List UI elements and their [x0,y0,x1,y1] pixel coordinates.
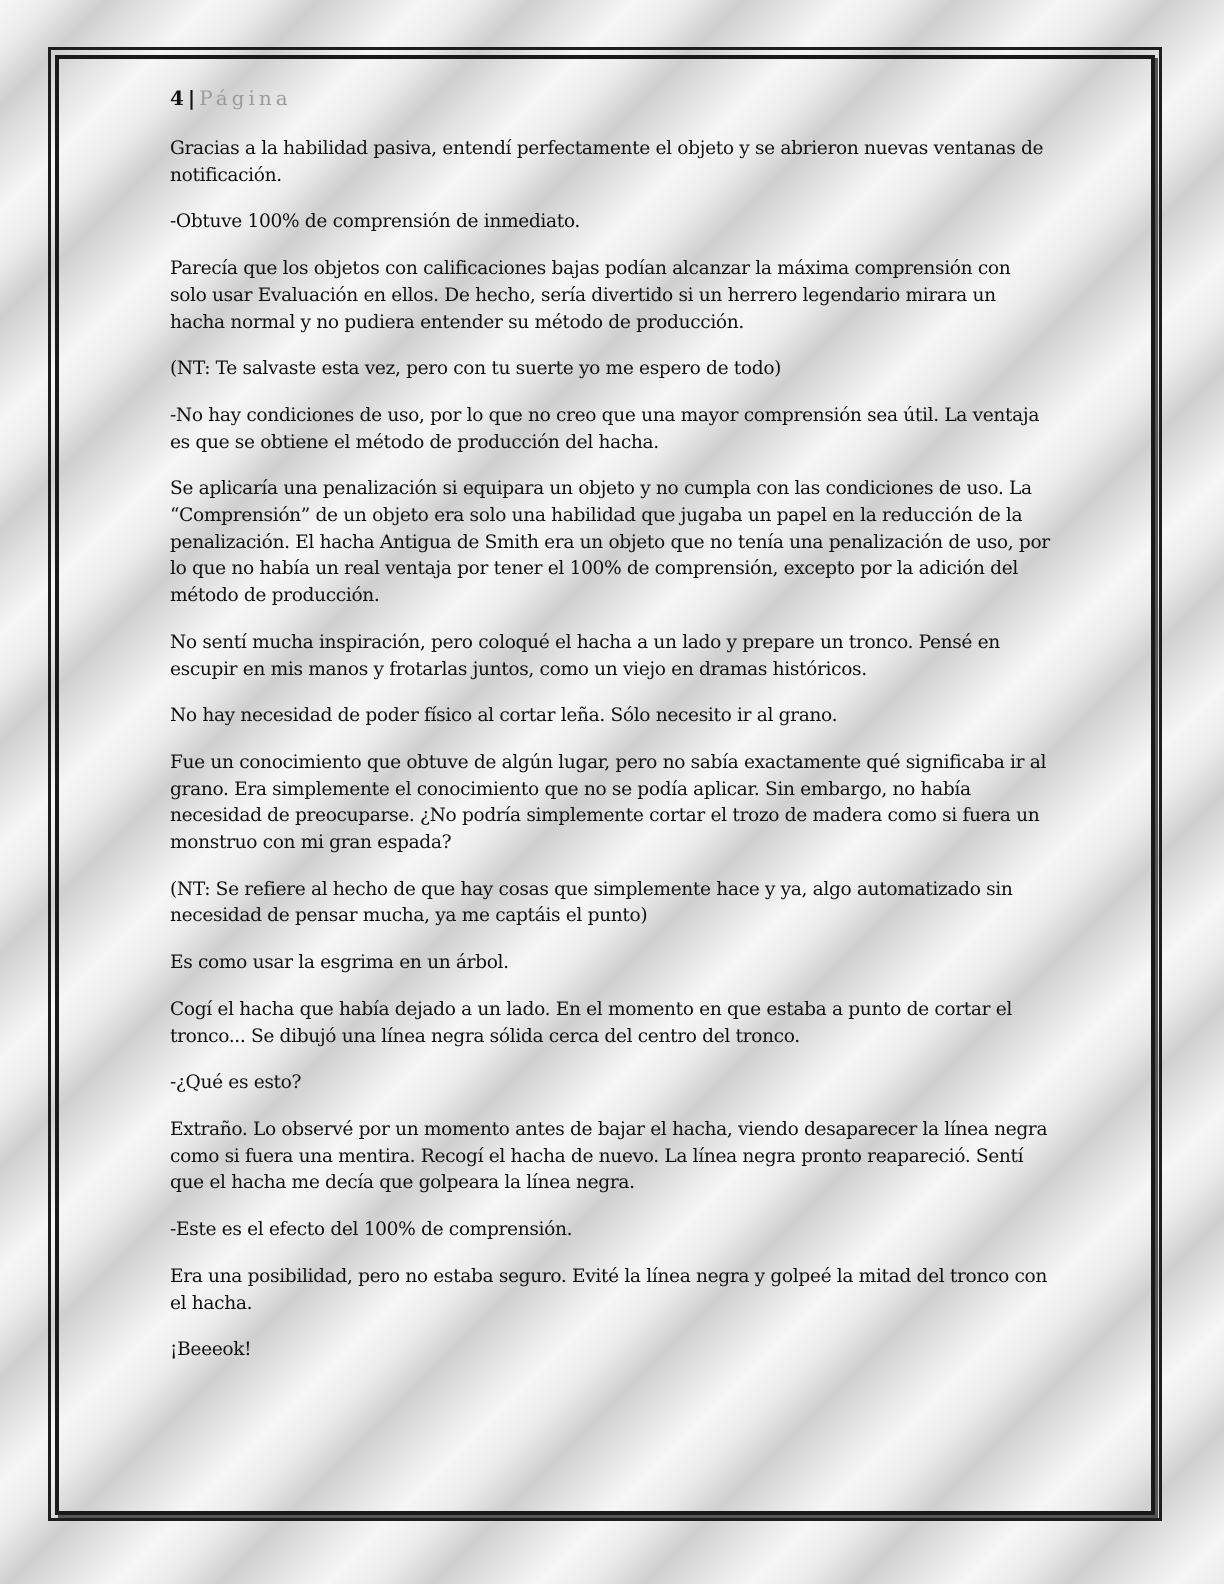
paragraph: Se aplicaría una penalización si equipara un objeto y no cumpla con las condiciones de uso. La “Comprensión” de un objeto era solo una habilidad que jugaba un papel en la reducción de la penalización. El hacha Antigua de Smith era un objeto que no tenía una penalización de uso, por lo que no había un real ventaja por tener el 100% de comprensión, excepto por la adición del método de producción. [170,478,1050,607]
paragraph: Gracias a la habilidad pasiva, entendí perfectamente el objeto y se abrieron nuevas ventanas de notificación. [170,138,1044,186]
paragraph: Es como usar la esgrima en un árbol. [170,952,509,974]
page-label: Página [199,86,292,110]
paragraph: Fue un conocimiento que obtuve de algún lugar, pero no sabía exactamente qué significaba ir al grano. Era simplemente el conocimiento que no se podía aplicar. Sin embargo, no había necesidad de preocuparse. ¿No podría simplemente cortar el trozo de madera como si fuera un monstruo con mi gran espada? [170,751,1047,854]
page-header [170,84,1050,112]
paragraph: ¡Beeeok! [170,1339,252,1361]
paragraph: (NT: Se refiere al hecho de que hay cosas que simplemente hace y ya, algo automatizado sin necesidad de pensar mucha, ya me captáis el punto) [170,878,1013,927]
paragraph: Era una posibilidad, pero no estaba seguro. Evité la línea negra y golpeé la mitad del tronco con el hacha. [170,1265,1048,1314]
paragraph: (NT: Te salvaste esta vez, pero con tu suerte yo me espero de todo) [170,358,782,380]
paragraph: Parecía que los objetos con calificaciones bajas podían alcanzar la máxima comprensión con solo usar Evaluación en ellos. De hecho, sería divertido si un herrero legendario mirara un hacha normal y no pudiera entender su método de producción. [170,258,1011,333]
page-number: 4 [170,86,184,110]
paragraph: Cogí el hacha que había dejado a un lado. En el momento en que estaba a punto de cortar el tronco... Se dibujó una línea negra sólida cerca del centro del tronco. [170,998,1012,1047]
paragraph: Extraño. Lo observé por un momento antes de bajar el hacha, viendo desaparecer la línea negra como si fuera una mentira. Recogí el hacha de nuevo. La línea negra pronto reapareció. Sentí que el hacha me decía que golpeara la línea negra. [170,1118,1048,1194]
page-header-separator: | [187,86,196,110]
paragraph: No hay necesidad de poder físico al cortar leña. Sólo necesito ir al grano. [170,705,838,727]
paragraph: -¿Qué es esto? [170,1072,302,1094]
paragraph: -Obtuve 100% de comprensión de inmediato. [170,211,580,233]
paragraph: -Este es el efecto del 100% de comprensión. [170,1219,573,1241]
paragraph: -No hay condiciones de uso, por lo que no creo que una mayor comprensión sea útil. La ventaja es que se obtiene el método de producción del hacha. [170,404,1040,453]
paragraph: No sentí mucha inspiración, pero coloqué el hacha a un lado y prepare un tronco. Pensé en escupir en mis manos y frotarlas juntos, como un viejo en dramas históricos. [170,631,1000,680]
document-content [170,84,1050,1384]
